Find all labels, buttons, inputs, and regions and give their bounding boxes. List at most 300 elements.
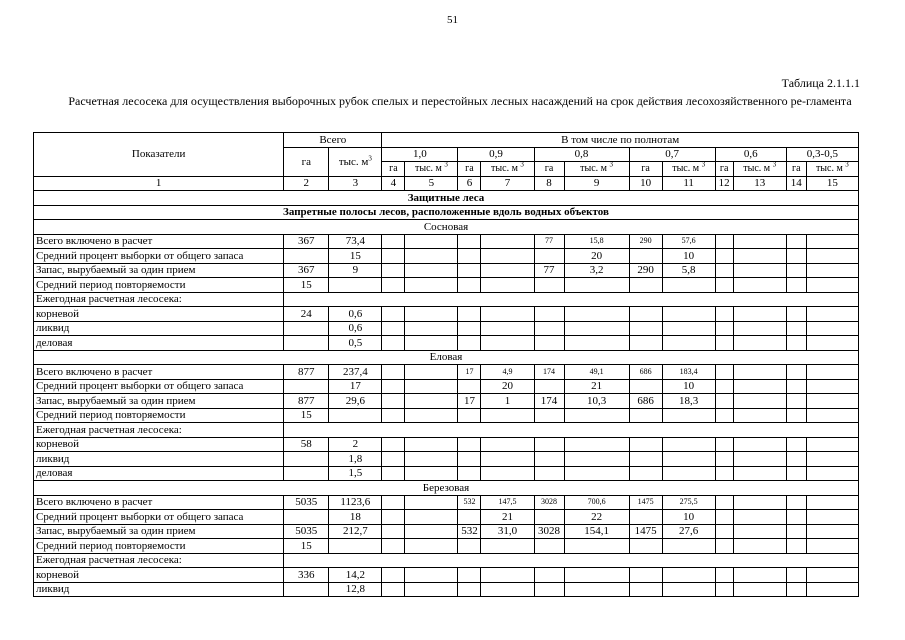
table-cell <box>733 365 786 380</box>
table-cell <box>382 568 405 583</box>
table-cell <box>534 510 564 525</box>
table-cell <box>405 495 458 510</box>
row-label: Запас, вырубаемый за один прием <box>34 524 284 539</box>
table-cell <box>715 336 733 351</box>
table-row <box>34 307 859 322</box>
table-cell <box>481 408 534 423</box>
unit-sup: 3 <box>444 161 448 169</box>
column-number: 12 <box>715 176 733 191</box>
table-cell: 0,6 <box>329 307 382 322</box>
table-cell <box>733 234 786 249</box>
unit-sup: 3 <box>368 153 372 162</box>
table-row <box>34 466 859 481</box>
table-cell <box>662 307 715 322</box>
column-number: 5 <box>405 176 458 191</box>
row-label: Всего включено в расчет <box>34 234 284 249</box>
unit-label: тыс. м <box>338 155 369 168</box>
table-cell: 17 <box>458 394 481 409</box>
table-cell <box>481 307 534 322</box>
table-cell: 10 <box>662 510 715 525</box>
table-cell <box>458 452 481 467</box>
table-cell <box>733 321 786 336</box>
table-cell: 0,5 <box>329 336 382 351</box>
row-label: корневой <box>34 568 284 583</box>
table-cell: 1,5 <box>329 466 382 481</box>
table-cell: 237,4 <box>329 365 382 380</box>
table-row <box>34 553 859 568</box>
table-cell <box>786 249 806 264</box>
table-cell <box>564 321 629 336</box>
section-row <box>34 220 859 235</box>
table-cell <box>806 263 858 278</box>
table-cell <box>806 582 858 597</box>
table-cell <box>458 307 481 322</box>
table-cell <box>481 452 534 467</box>
table-cell <box>405 452 458 467</box>
table-cell <box>405 307 458 322</box>
table-cell <box>534 336 564 351</box>
table-cell <box>715 379 733 394</box>
table-cell: 174 <box>534 365 564 380</box>
table-cell <box>405 321 458 336</box>
table-row <box>34 263 859 278</box>
table-cell <box>458 582 481 597</box>
column-number: 10 <box>629 176 662 191</box>
column-number: 6 <box>458 176 481 191</box>
volume-subheader <box>405 162 458 177</box>
table-row <box>34 365 859 380</box>
table-cell <box>733 408 786 423</box>
table-cell <box>458 234 481 249</box>
table-cell <box>715 466 733 481</box>
table-cell <box>715 539 733 554</box>
row-label: ликвид <box>34 582 284 597</box>
table-cell <box>405 582 458 597</box>
table-cell <box>458 408 481 423</box>
table-cell <box>405 408 458 423</box>
table-cell: 18,3 <box>662 394 715 409</box>
table-cell: 275,5 <box>662 495 715 510</box>
table-cell <box>481 263 534 278</box>
table-cell <box>786 582 806 597</box>
row-label: деловая <box>34 336 284 351</box>
table-cell: 367 <box>284 234 329 249</box>
table-cell <box>806 495 858 510</box>
table-cell <box>534 321 564 336</box>
table-cell <box>534 278 564 293</box>
table-cell <box>458 321 481 336</box>
table-cell <box>284 292 859 307</box>
row-label: Средний процент выборки от общего запаса <box>34 379 284 394</box>
column-number: 14 <box>786 176 806 191</box>
table-cell <box>382 249 405 264</box>
table-cell <box>329 278 382 293</box>
table-cell: 14,2 <box>329 568 382 583</box>
row-label: корневой <box>34 437 284 452</box>
column-number: 4 <box>382 176 405 191</box>
table-number: Таблица 2.1.1.1 <box>781 76 860 90</box>
column-number: 8 <box>534 176 564 191</box>
table-cell <box>284 249 329 264</box>
section-row <box>34 191 859 206</box>
table-cell <box>715 568 733 583</box>
table-cell <box>629 321 662 336</box>
table-cell <box>786 263 806 278</box>
table-cell <box>715 495 733 510</box>
table-cell <box>629 336 662 351</box>
section-title: Запретные полосы лесов, расположенные вдоль водных объектов <box>34 205 859 220</box>
table-cell <box>481 249 534 264</box>
density-group-header: В том числе по полнотам <box>382 133 859 148</box>
ga-subheader: га <box>786 162 806 177</box>
table-cell <box>806 437 858 452</box>
table-cell <box>662 336 715 351</box>
row-label: Запас, вырубаемый за один прием <box>34 394 284 409</box>
table-cell <box>715 394 733 409</box>
row-label: Средний период повторяемости <box>34 539 284 554</box>
density-header: 0,7 <box>629 147 715 162</box>
table-cell <box>405 539 458 554</box>
table-cell <box>382 524 405 539</box>
section-row <box>34 205 859 220</box>
table-cell <box>458 568 481 583</box>
density-header: 0,6 <box>715 147 786 162</box>
table-cell: 212,7 <box>329 524 382 539</box>
table-cell <box>405 263 458 278</box>
table-cell: 57,6 <box>662 234 715 249</box>
table-cell <box>806 365 858 380</box>
table-cell <box>715 524 733 539</box>
unit-label: тыс. м <box>491 162 518 174</box>
table-cell <box>284 582 329 597</box>
ga-subheader: га <box>382 162 405 177</box>
table-cell <box>806 379 858 394</box>
table-cell <box>715 278 733 293</box>
table-cell <box>481 539 534 554</box>
table-row <box>34 379 859 394</box>
table-row <box>34 539 859 554</box>
page-number: 51 <box>447 14 458 26</box>
table-cell <box>715 510 733 525</box>
row-label: Запас, вырубаемый за один прием <box>34 263 284 278</box>
table-cell <box>405 379 458 394</box>
table-cell <box>481 466 534 481</box>
row-label: корневой <box>34 307 284 322</box>
table-cell: 3028 <box>534 495 564 510</box>
table-cell <box>629 379 662 394</box>
table-cell: 1,8 <box>329 452 382 467</box>
table-cell: 22 <box>564 510 629 525</box>
table-cell: 290 <box>629 263 662 278</box>
table-cell <box>733 336 786 351</box>
unit-sup: 3 <box>520 161 524 169</box>
table-cell <box>284 336 329 351</box>
table-cell <box>806 234 858 249</box>
table-cell <box>715 307 733 322</box>
unit-label: тыс. м <box>815 162 843 174</box>
table-cell <box>715 452 733 467</box>
table-cell: 2 <box>329 437 382 452</box>
table-cell <box>786 452 806 467</box>
table-cell: 1 <box>481 394 534 409</box>
total-header: Всего <box>284 133 382 148</box>
table-cell <box>629 466 662 481</box>
table-cell <box>733 582 786 597</box>
column-number: 15 <box>806 176 858 191</box>
table-cell <box>629 452 662 467</box>
table-cell <box>806 568 858 583</box>
ga-subheader: га <box>458 162 481 177</box>
row-label: Средний период повторяемости <box>34 408 284 423</box>
table-cell <box>733 495 786 510</box>
table-cell: 20 <box>564 249 629 264</box>
table-cell <box>564 408 629 423</box>
column-number: 9 <box>564 176 629 191</box>
table-cell <box>382 365 405 380</box>
table-cell <box>733 278 786 293</box>
table-cell <box>806 466 858 481</box>
table-cell: 77 <box>534 234 564 249</box>
table-cell <box>382 263 405 278</box>
table-cell <box>629 568 662 583</box>
table-cell <box>786 510 806 525</box>
table-row <box>34 524 859 539</box>
table-cell: 336 <box>284 568 329 583</box>
table-cell <box>786 437 806 452</box>
column-number: 7 <box>481 176 534 191</box>
table-cell: 29,6 <box>329 394 382 409</box>
table-cell <box>458 466 481 481</box>
table-cell <box>284 553 859 568</box>
table-cell: 3,2 <box>564 263 629 278</box>
volume-subheader <box>564 162 629 177</box>
table-cell <box>382 394 405 409</box>
table-cell <box>629 539 662 554</box>
table-cell <box>786 524 806 539</box>
volume-subheader <box>733 162 786 177</box>
table-cell <box>786 234 806 249</box>
table-cell <box>564 452 629 467</box>
table-cell <box>458 263 481 278</box>
table-cell <box>382 307 405 322</box>
section-title: Березовая <box>34 481 859 496</box>
table-cell: 17 <box>458 365 481 380</box>
table-cell <box>733 263 786 278</box>
table-cell <box>481 336 534 351</box>
table-cell <box>534 437 564 452</box>
row-label: Средний процент выборки от общего запаса <box>34 510 284 525</box>
table-cell <box>733 394 786 409</box>
density-header: 0,9 <box>458 147 534 162</box>
table-cell: 49,1 <box>564 365 629 380</box>
table-cell <box>458 336 481 351</box>
table-cell <box>564 539 629 554</box>
table-cell: 73,4 <box>329 234 382 249</box>
table-cell <box>458 510 481 525</box>
table-cell <box>662 582 715 597</box>
table-cell: 5,8 <box>662 263 715 278</box>
table-cell <box>405 524 458 539</box>
table-cell: 686 <box>629 394 662 409</box>
row-label: Ежегодная расчетная лесосека: <box>34 292 284 307</box>
table-row <box>34 437 859 452</box>
table-cell <box>662 437 715 452</box>
table-cell <box>458 539 481 554</box>
total-volume-header <box>329 147 382 176</box>
table-cell <box>662 321 715 336</box>
table-cell <box>629 437 662 452</box>
table-cell <box>733 307 786 322</box>
table-cell <box>458 249 481 264</box>
table-cell <box>481 437 534 452</box>
table-cell: 1475 <box>629 495 662 510</box>
table-cell <box>715 321 733 336</box>
table-row <box>34 510 859 525</box>
table-cell <box>382 452 405 467</box>
table-cell <box>629 408 662 423</box>
table-cell <box>405 278 458 293</box>
table-row <box>34 452 859 467</box>
table-row <box>34 582 859 597</box>
table-cell <box>806 321 858 336</box>
column-number: 2 <box>284 176 329 191</box>
table-cell: 10,3 <box>564 394 629 409</box>
table-cell: 9 <box>329 263 382 278</box>
row-label: Всего включено в расчет <box>34 365 284 380</box>
table-row <box>34 423 859 438</box>
table-cell <box>806 394 858 409</box>
table-cell <box>733 437 786 452</box>
density-header: 1,0 <box>382 147 458 162</box>
table-cell <box>329 539 382 554</box>
table-cell <box>564 307 629 322</box>
table-cell <box>786 466 806 481</box>
table-row <box>34 234 859 249</box>
table-cell <box>786 394 806 409</box>
table-cell: 15 <box>284 278 329 293</box>
table-cell <box>715 582 733 597</box>
table-cell <box>534 466 564 481</box>
unit-sup: 3 <box>772 161 777 169</box>
table-cell <box>534 307 564 322</box>
table-cell <box>662 466 715 481</box>
row-label: деловая <box>34 466 284 481</box>
table-cell: 20 <box>481 379 534 394</box>
table-cell <box>806 307 858 322</box>
volume-subheader <box>481 162 534 177</box>
table-cell <box>662 408 715 423</box>
indicators-header: Показатели <box>34 133 284 177</box>
row-label: Средний период повторяемости <box>34 278 284 293</box>
table-row <box>34 394 859 409</box>
table-cell <box>629 510 662 525</box>
table-cell: 183,4 <box>662 365 715 380</box>
column-number: 11 <box>662 176 715 191</box>
table-body <box>34 191 859 597</box>
table-cell <box>564 466 629 481</box>
table-cell <box>481 568 534 583</box>
table-cell <box>806 452 858 467</box>
unit-label: тыс. м <box>580 162 607 174</box>
section-title: Еловая <box>34 350 859 365</box>
table-cell: 21 <box>481 510 534 525</box>
row-label: Ежегодная расчетная лесосека: <box>34 423 284 438</box>
section-title: Защитные леса <box>34 191 859 206</box>
unit-label: тыс. м <box>414 162 442 174</box>
section-row <box>34 350 859 365</box>
table-cell <box>458 437 481 452</box>
table-cell <box>382 495 405 510</box>
total-ga-header: га <box>284 147 329 176</box>
table-cell: 12,8 <box>329 582 382 597</box>
ga-subheader: га <box>534 162 564 177</box>
column-number-row <box>34 176 859 191</box>
table-cell: 3028 <box>534 524 564 539</box>
column-number: 1 <box>34 176 284 191</box>
table-cell <box>284 379 329 394</box>
table-cell <box>329 408 382 423</box>
table-cell <box>786 278 806 293</box>
table-cell <box>534 452 564 467</box>
table-cell <box>481 234 534 249</box>
table-cell <box>786 539 806 554</box>
table-row <box>34 249 859 264</box>
table-cell <box>733 249 786 264</box>
table-cell: 532 <box>458 524 481 539</box>
table-cell <box>405 510 458 525</box>
density-header: 0,8 <box>534 147 629 162</box>
table-cell <box>405 249 458 264</box>
table-cell: 31,0 <box>481 524 534 539</box>
table-cell <box>715 437 733 452</box>
table-row <box>34 292 859 307</box>
ga-subheader: га <box>715 162 733 177</box>
table-cell <box>534 539 564 554</box>
table-cell: 877 <box>284 394 329 409</box>
table-cell <box>458 379 481 394</box>
table-cell: 367 <box>284 263 329 278</box>
table-cell: 154,1 <box>564 524 629 539</box>
table-cell <box>382 437 405 452</box>
table-cell <box>806 408 858 423</box>
table-cell <box>806 539 858 554</box>
table-cell <box>405 568 458 583</box>
row-label: ликвид <box>34 321 284 336</box>
table-cell <box>786 408 806 423</box>
table-cell <box>629 582 662 597</box>
table-cell <box>715 408 733 423</box>
table-row <box>34 278 859 293</box>
table-row <box>34 321 859 336</box>
row-label: Ежегодная расчетная лесосека: <box>34 553 284 568</box>
column-number: 3 <box>329 176 382 191</box>
unit-sup: 3 <box>701 161 706 169</box>
table-cell <box>564 437 629 452</box>
table-cell <box>715 249 733 264</box>
table-cell <box>629 307 662 322</box>
row-label: ликвид <box>34 452 284 467</box>
table-cell <box>284 423 859 438</box>
table-cell <box>481 321 534 336</box>
volume-subheader <box>806 162 858 177</box>
table-cell: 18 <box>329 510 382 525</box>
table-cell: 1475 <box>629 524 662 539</box>
table-caption: Расчетная лесосека для осуществления выборочных рубок спелых и перестойных лесных насаждений на срок действия лесохозяйственного ре-гламента <box>68 94 852 108</box>
table-cell: 58 <box>284 437 329 452</box>
density-header: 0,3-0,5 <box>786 147 858 162</box>
table-cell: 77 <box>534 263 564 278</box>
table-cell <box>564 336 629 351</box>
